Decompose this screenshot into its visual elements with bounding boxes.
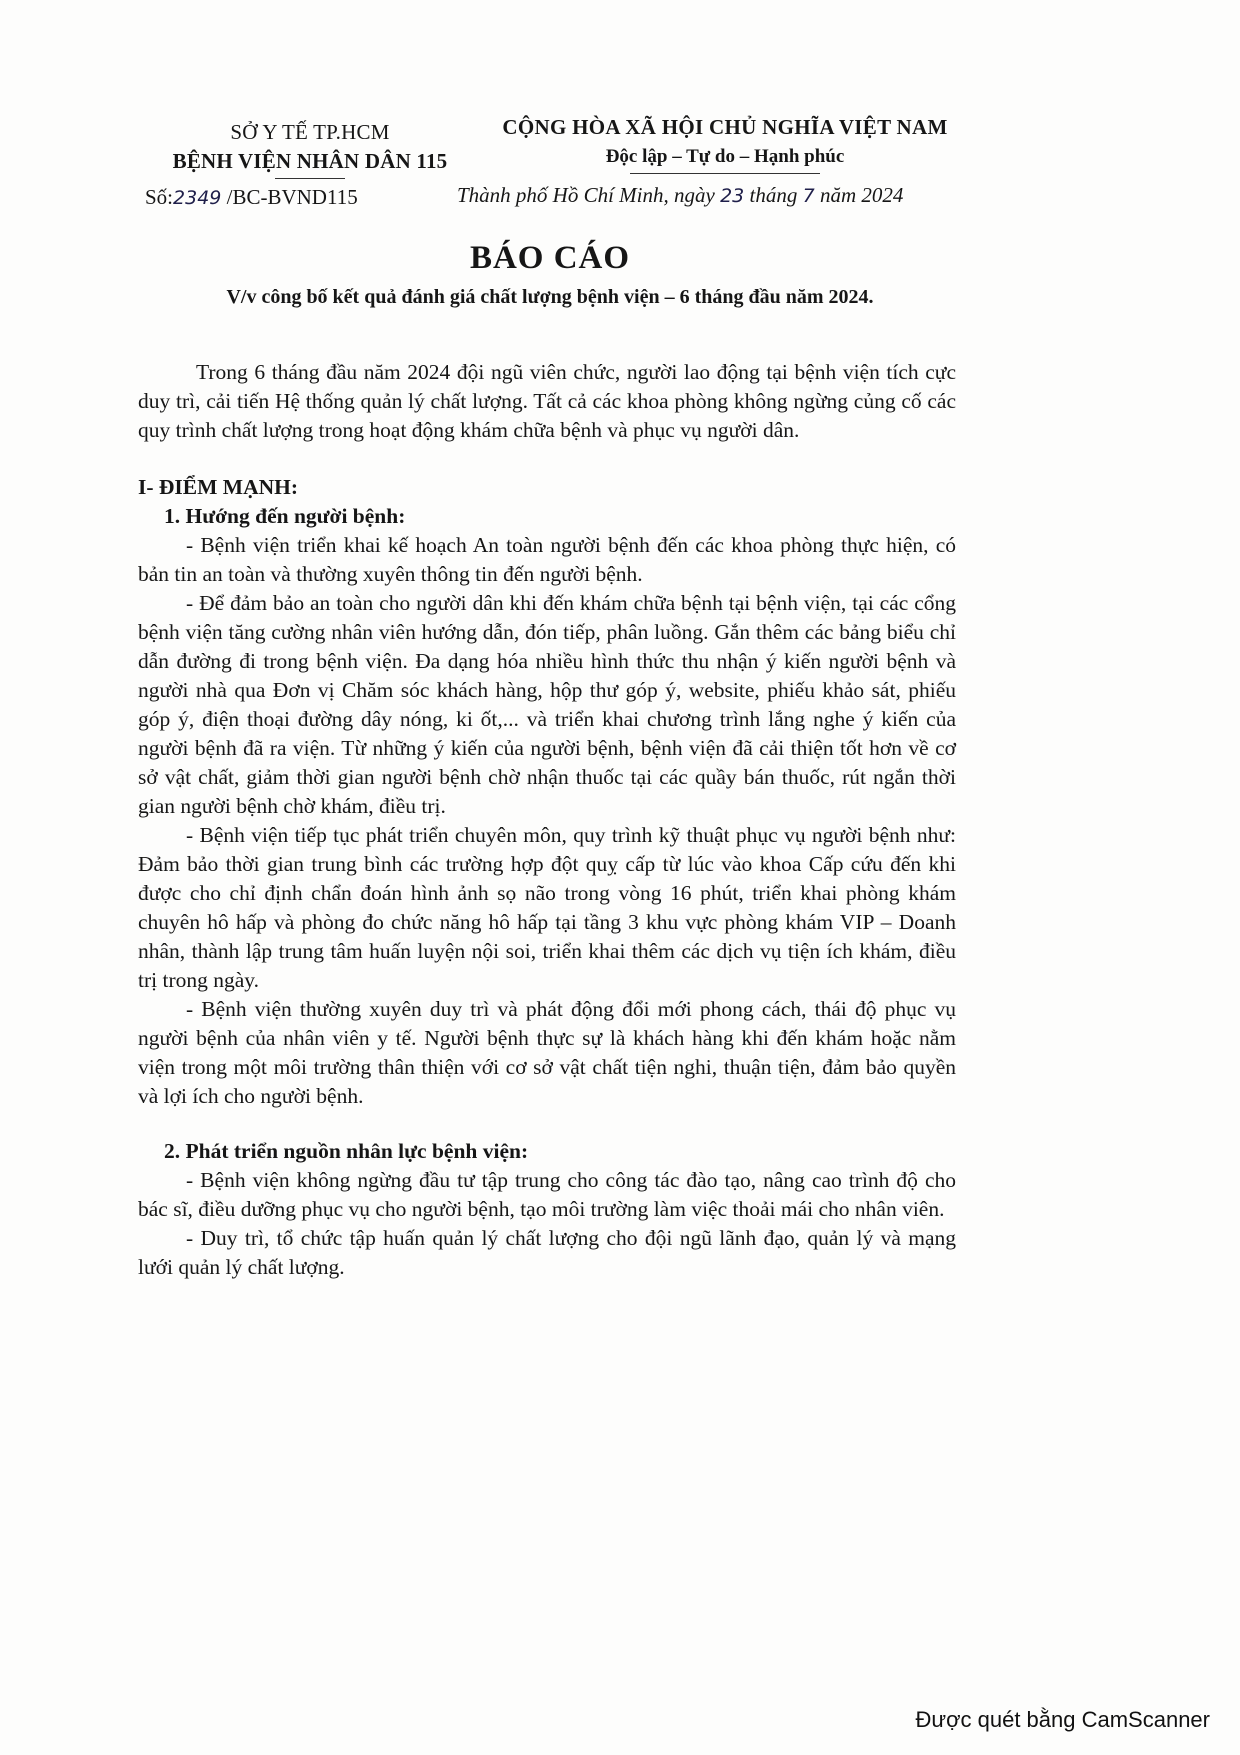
document-body: [138, 358, 956, 1282]
list-item: - Bệnh viện không ngừng đầu tư tập trung cho công tác đào tạo, nâng cao trình độ cho bác sĩ, điều dưỡng phục vụ cho người bệnh, tạo môi trường làm việc thoải mái cho nhân viên.: [138, 1168, 956, 1221]
date-line: [457, 183, 903, 208]
doc-number-handwritten: 2349: [173, 187, 222, 209]
document-subtitle: V/v công bố kết quả đánh giá chất lượng bệnh viện – 6 tháng đầu năm 2024.: [226, 286, 874, 308]
motto-underline: [630, 173, 820, 174]
subsection-heading-patient: 1. Hướng đến người bệnh:: [164, 504, 406, 528]
doc-number-suffix: /BC-BVND115: [221, 185, 358, 209]
date-part3: năm 2024: [814, 183, 904, 207]
department-name: SỞ Y TẾ TP.HCM: [230, 120, 390, 144]
subsection-heading-hr: 2. Phát triển nguồn nhân lực bệnh viện:: [164, 1139, 529, 1163]
list-item: - Bệnh viện thường xuyên duy trì và phát động đổi mới phong cách, thái độ phục vụ người bệnh của nhân viên y tế. Người bệnh thực sự là khách hàng khi đến khám hoặc nằm viện trong một môi trường thân thiện với cơ sở vật chất tiện nghi, thuận tiện, đảm bảo quyền và lợi ích cho người bệnh.: [138, 997, 956, 1108]
doc-number-prefix: Số:: [145, 185, 174, 209]
list-item: - Bệnh viện tiếp tục phát triển chuyên môn, quy trình kỹ thuật phục vụ người bệnh như: Đảm bảo thời gian trung bình các trường hợp đột quỵ cấp từ lúc vào khoa Cấp cứu đến khi được cho chỉ định chẩn đoán hình ảnh sọ não trong vòng 16 phút, triển khai phòng khám chuyên hô hấp và phòng đo chức năng hô hấp tại tầng 3 khu vực phòng khám VIP – Doanh nhân, thành lập trung tâm huấn luyện nội soi, triển khai thêm các dịch vụ tiện ích khám, điều trị trong ngày.: [138, 823, 956, 992]
date-part2: tháng: [744, 183, 803, 207]
country-name: CỘNG HÒA XÃ HỘI CHỦ NGHĨA VIỆT NAM: [502, 115, 948, 139]
date-day-handwritten: 23: [720, 185, 745, 207]
list-item: - Để đảm bảo an toàn cho người dân khi đến khám chữa bệnh tại bệnh viện, tại các cổng bệnh viện tăng cường nhân viên hướng dẫn, đón tiếp, phân luồng. Gắn thêm các bảng biểu chỉ dẫn đường đi trong bệnh viện. Đa dạng hóa nhiều hình thức thu nhận ý kiến người bệnh và người nhà qua Đơn vị Chăm sóc khách hàng, hộp thư góp ý, website, phiếu khảo sát, phiếu góp ý, điện thoại đường dây nóng, ki ốt,... và triển khai chương trình lắng nghe ý kiến của người bệnh đã ra viện. Từ những ý kiến của người bệnh, bệnh viện đã cải thiện tốt hơn về cơ sở vật chất, giảm thời gian người bệnh chờ nhận thuốc tại các quầy bán thuốc, rút ngắn thời gian người bệnh chờ khám, điều trị.: [138, 591, 956, 818]
agency-underline: [275, 178, 345, 179]
issuing-agency-block: [145, 118, 475, 179]
section-heading-strengths: I- ĐIỂM MẠNH:: [138, 475, 299, 499]
scanner-watermark: Được quét bằng CamScanner: [915, 1707, 1210, 1732]
document-title: BÁO CÁO: [469, 240, 631, 276]
document-number: [145, 185, 358, 210]
intro-paragraph: Trong 6 tháng đầu năm 2024 đội ngũ viên chức, người lao động tại bệnh viện tích cực duy trì, cải tiến Hệ thống quản lý chất lượng. Tất cả các khoa phòng không ngừng củng cố các quy trình chất lượng trong hoạt động khám chữa bệnh và phục vụ người dân.: [138, 360, 956, 442]
national-motto-block: [495, 112, 955, 174]
date-part1: Thành phố Hồ Chí Minh, ngày: [457, 183, 721, 207]
list-item: - Bệnh viện triển khai kế hoạch An toàn người bệnh đến các khoa phòng thực hiện, có bản tin an toàn và thường xuyên thông tin đến người bệnh.: [138, 533, 956, 586]
list-item: - Duy trì, tổ chức tập huấn quản lý chất lượng cho đội ngũ lãnh đạo, quản lý và mạng lưới quản lý chất lượng.: [138, 1226, 956, 1279]
motto: Độc lập – Tự do – Hạnh phúc: [605, 146, 845, 167]
hospital-name: BỆNH VIỆN NHÂN DÂN 115: [172, 149, 448, 173]
date-month-handwritten: 7: [802, 185, 815, 207]
